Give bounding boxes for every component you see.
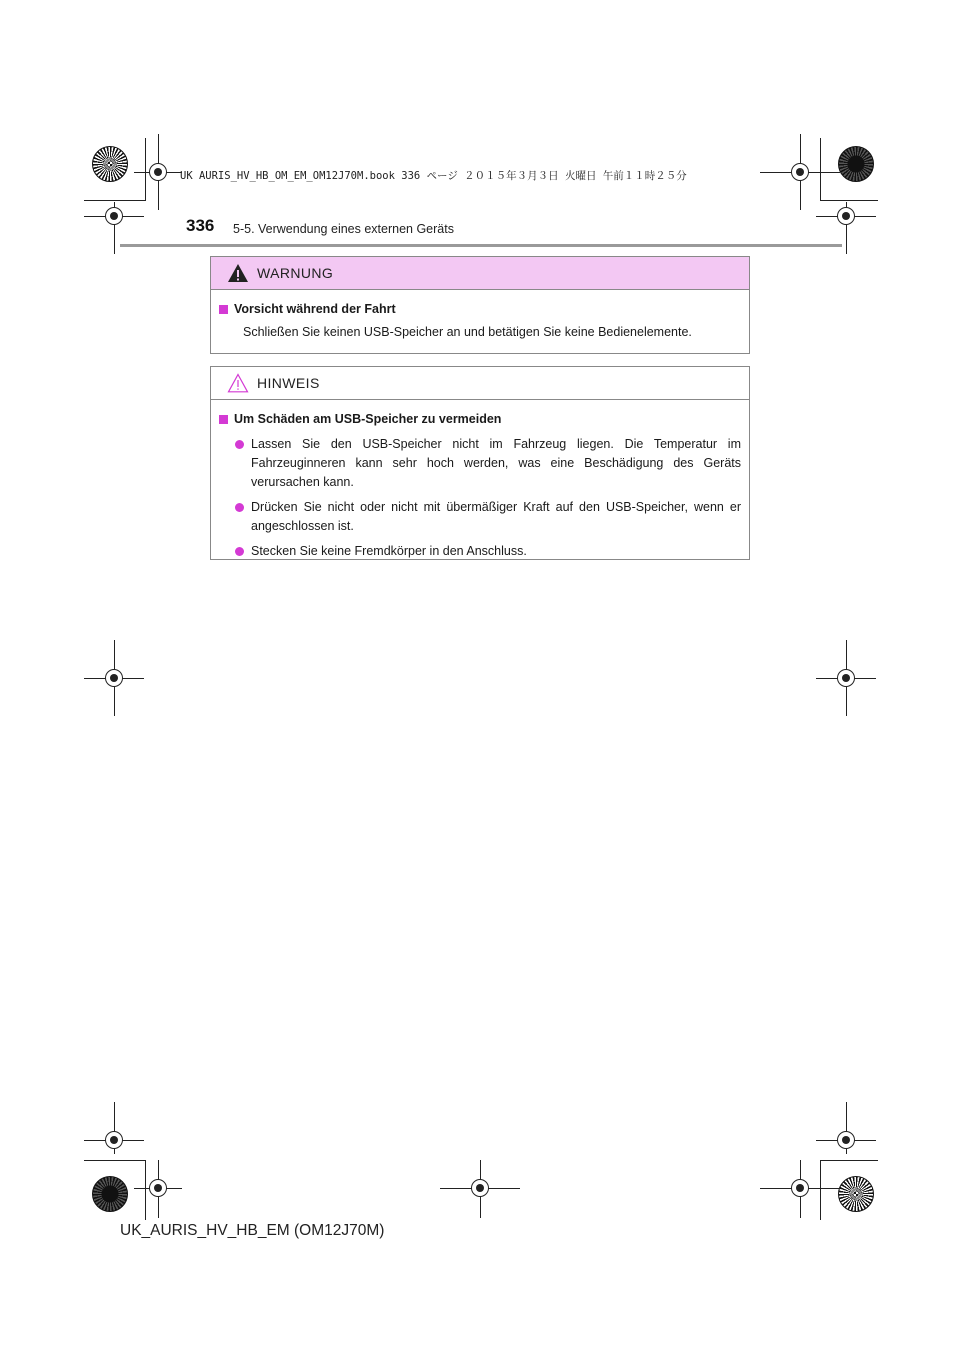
section-title: 5-5. Verwendung eines externen Geräts [233, 222, 454, 236]
page-number: 336 [186, 216, 215, 235]
list-item: Drücken Sie nicht oder nicht mit übermäßiger Kraft auf den USB-Speicher, wenn er angeschlossen ist. [235, 498, 741, 536]
square-bullet-icon [219, 305, 228, 314]
list-item: Lassen Sie den USB-Speicher nicht im Fahrzeug liegen. Die Temperatur im Fahrzeuginneren kann sehr hoch werden, was eine Beschädigung des Geräts verursachen kann. [235, 435, 741, 492]
trim-mark [84, 200, 146, 201]
round-bullet-icon [235, 503, 244, 512]
color-bar-icon [92, 1176, 128, 1212]
warning-triangle-icon [227, 263, 249, 283]
print-stamp: UK AURIS_HV_HB_OM_EM_OM12J70M.book 336 ページ ２０１５年３月３日 火曜日 午前１１時２５分 [180, 170, 687, 182]
trim-mark [145, 1160, 146, 1220]
notice-box [210, 366, 750, 560]
color-bar-icon [838, 146, 874, 182]
trim-mark [145, 138, 146, 200]
square-bullet-icon [219, 415, 228, 424]
header-divider [120, 244, 842, 247]
trim-mark [820, 1160, 878, 1161]
list-item: Stecken Sie keine Fremdkörper in den Anschluss. [235, 542, 741, 561]
warning-box [210, 256, 750, 354]
notice-header [211, 367, 749, 400]
trim-mark [84, 1160, 146, 1161]
round-bullet-icon [235, 547, 244, 556]
trim-mark [820, 1160, 821, 1220]
document-code: UK_AURIS_HV_HB_EM (OM12J70M) [120, 1222, 385, 1239]
notice-subtitle: Um Schäden am USB-Speicher zu vermeiden [219, 410, 741, 429]
trim-mark [820, 200, 878, 201]
warning-label: WARNUNG [257, 265, 334, 281]
warning-text: Schließen Sie keinen USB-Speicher an und betätigen Sie keine Bedienelemente. [243, 325, 692, 339]
warning-header [211, 257, 749, 290]
round-bullet-icon [235, 440, 244, 449]
trim-mark [820, 138, 821, 200]
caution-triangle-icon [227, 373, 249, 393]
color-bar-icon [838, 1176, 874, 1212]
warning-subtitle: Vorsicht während der Fahrt [219, 300, 741, 319]
notice-label: HINWEIS [257, 375, 320, 391]
color-bar-icon [92, 146, 128, 182]
